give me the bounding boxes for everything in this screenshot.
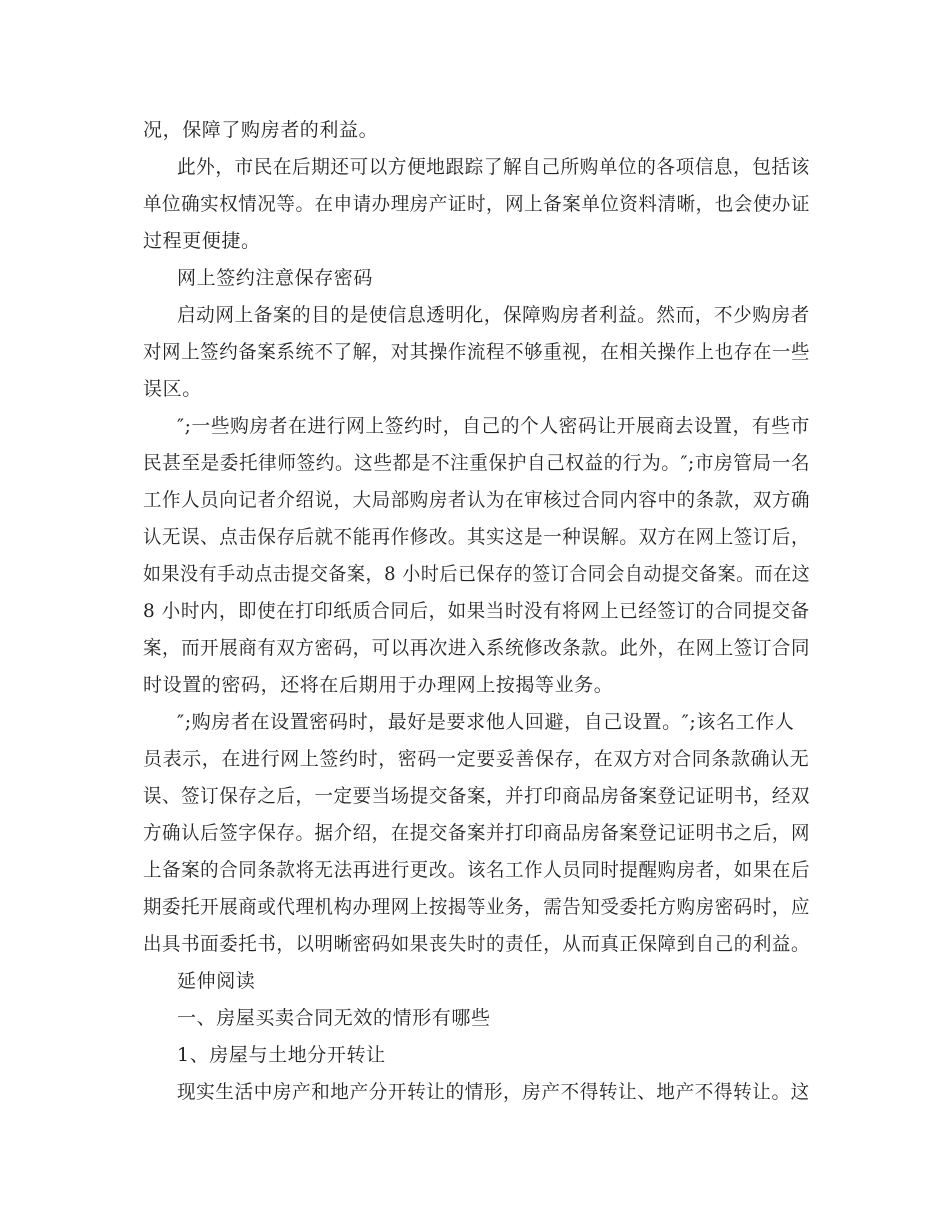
- section-heading: 延伸阅读: [177, 970, 256, 992]
- text-line: 误、签订保存之后，一定要当场提交备案，并打印商品房备案登记证明书，经双: [143, 785, 811, 807]
- text-line: 对网上签约备案系统不了解，对其操作流程不够重视，在相关操作上也存在一些: [143, 341, 811, 363]
- text-line: 8 小时内，即使在打印纸质合同后，如果当时没有将网上已经签订的合同提交备: [143, 600, 810, 622]
- text-line: 方确认后签字保存。据介绍，在提交备案并打印商品房备案登记证明书之后，网: [143, 822, 811, 844]
- text-line: 工作人员向记者介绍说，大局部购房者认为在审核过合同内容中的条款，双方确: [143, 489, 811, 511]
- text-line: 现实生活中房产和地产分开转让的情形，房产不得转让、地产不得转让。这: [177, 1081, 810, 1103]
- section-heading: 网上签约注意保存密码: [177, 267, 374, 289]
- text-line: 期委托开展商或代理机构办理网上按揭等业务，需告知受委托方购房密码时，应: [143, 896, 811, 918]
- text-line: ″;一些购房者在进行网上签约时，自己的个人密码让开展商去设置，有些市: [177, 415, 810, 437]
- text-line: 员表示，在进行网上签约时，密码一定要妥善保存，在双方对合同条款确认无: [143, 748, 810, 770]
- text-line: 认无误、点击保存后就不能再作修改。其实这是一种误解。双方在网上签订后，: [143, 526, 811, 548]
- text-line: ″;购房者在设置密码时，最好是要求他人回避，自己设置。″;该名工作人: [177, 711, 795, 733]
- text-line: 单位确实权情况等。在申请办理房产证时，网上备案单位资料清晰，也会使办证: [143, 193, 811, 215]
- text-line: 如果没有手动点击提交备案，8 小时后已保存的签订合同会自动提交备案。而在这: [143, 563, 811, 585]
- section-heading: 一、房屋买卖合同无效的情形有哪些: [177, 1007, 491, 1029]
- text-line: 过程更便捷。: [143, 230, 261, 252]
- text-line: 出具书面委托书，以明晰密码如果丧失时的责任，从而真正保障到自己的利益。: [143, 933, 811, 955]
- text-line: 案，而开展商有双方密码，可以再次进入系统修改条款。此外，在网上签订合同: [143, 637, 811, 659]
- section-heading: 1、房屋与土地分开转让: [177, 1044, 386, 1066]
- text-line: 上备案的合同条款将无法再进行更改。该名工作人员同时提醒购房者，如果在后: [143, 859, 811, 881]
- text-line: 误区。: [143, 378, 202, 400]
- text-line: 启动网上备案的目的是使信息透明化，保障购房者利益。然而，不少购房者: [177, 304, 810, 326]
- text-line: 此外，市民在后期还可以方便地跟踪了解自己所购单位的各项信息，包括该: [177, 156, 810, 178]
- text-line: 民甚至是委托律师签约。这些都是不注重保护自己权益的行为。″;市房管局一名: [143, 452, 811, 474]
- text-line: 时设置的密码，还将在后期用于办理网上按揭等业务。: [143, 674, 614, 696]
- text-line: 况，保障了购房者的利益。: [143, 119, 379, 141]
